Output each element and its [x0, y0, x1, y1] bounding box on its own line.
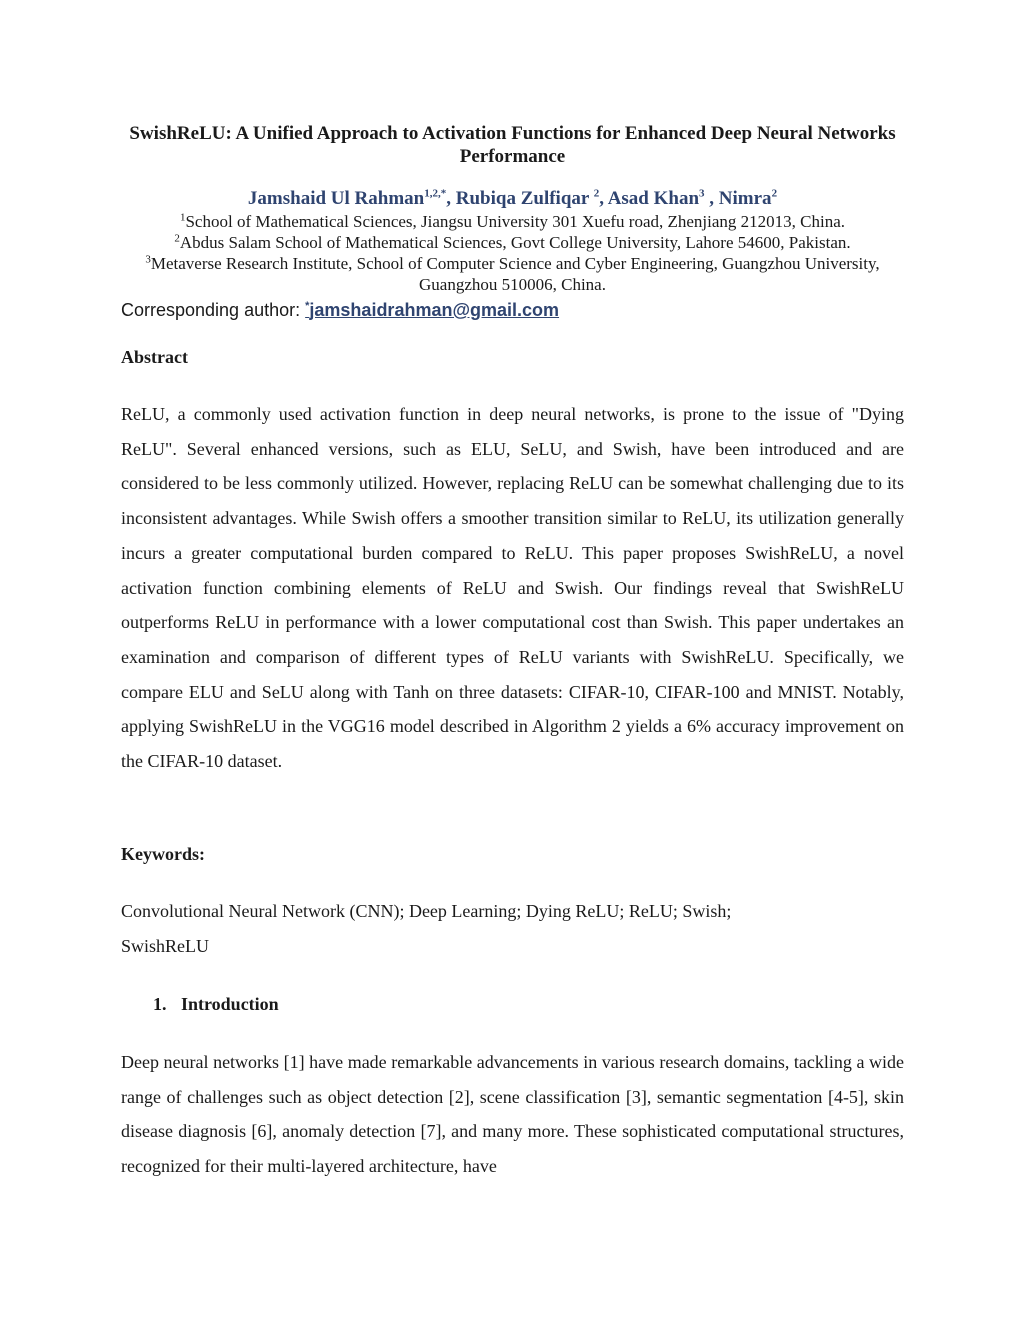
introduction-heading	[153, 992, 279, 1016]
corresponding-marker: *	[305, 300, 310, 312]
author-separator: ,	[704, 188, 719, 209]
affiliation-list	[121, 211, 904, 295]
affiliation-marker: 2	[174, 232, 180, 245]
author-affil-marker: 2	[771, 187, 778, 200]
affiliation-text: Metaverse Research Institute, School of Computer Science and Cyber Engineering, Guangzhou University, Guangzhou 510006, China.	[150, 254, 880, 294]
author-affil-marker: 3	[699, 187, 705, 200]
author-separator: ,	[446, 188, 456, 209]
affiliation-text: School of Mathematical Sciences, Jiangsu University 301 Xuefu road, Zhenjiang 212013, China.	[185, 212, 846, 231]
affiliation	[121, 253, 904, 295]
corresponding-author	[121, 298, 559, 322]
author-list	[121, 187, 904, 211]
affiliation	[121, 211, 904, 232]
section-title: Introduction	[181, 994, 279, 1014]
affiliation-marker: 3	[145, 253, 151, 266]
author-separator: ,	[599, 188, 608, 209]
abstract-text: ReLU, a commonly used activation function in deep neural networks, is prone to the issue of "Dying ReLU". Several enhanced versions, such as ELU, SeLU, and Swish, have been introduced and are considered to be less commonly utilized. However, replacing ReLU can be somewhat challenging due to its inconsistent advantages. While Swish offers a smoother transition similar to ReLU, its utilization generally incurs a greater computational burden compared to ReLU. This paper proposes SwishReLU, a novel activation function combining elements of ReLU and Swish. Our findings reveal that SwishReLU outperforms ReLU in performance with a lower computational cost than Swish. This paper undertakes an examination and comparison of different types of ReLU variants with SwishReLU. Specifically, we compare ELU and SeLU along with Tanh on three datasets: CIFAR-10, CIFAR-100 and MNIST. Notably, applying SwishReLU in the VGG16 model described in Algorithm 2 yields a 6% accuracy improvement on the CIFAR-10 dataset.	[121, 404, 904, 772]
affiliation	[121, 232, 904, 253]
author-affil-marker: 2	[593, 187, 600, 200]
author-affil-marker: 1,2,*	[424, 187, 447, 200]
introduction-text: Deep neural networks [1] have made remarkable advancements in various research domains, tackling a wide range of challenges such as object detection [2], scene classification [3], semantic segmentation [4-5], skin disease diagnosis [6], anomaly detection [7], and many more. These sophisticated computational structures, recognized for their multi-layered architecture, have	[121, 1052, 904, 1177]
author-name: Rubiqa Zulfiqar	[455, 188, 594, 209]
email-text: jamshaidrahman@gmail.com	[309, 300, 560, 320]
corresponding-label: Corresponding author:	[121, 300, 306, 320]
paper-title: SwishReLU: A Unified Approach to Activation Functions for Enhanced Deep Neural Networks Performance	[129, 123, 896, 167]
affiliation-marker: 1	[179, 211, 186, 224]
author-name: Jamshaid Ul Rahman	[247, 188, 425, 209]
keywords-text: Convolutional Neural Network (CNN); Deep Learning; Dying ReLU; ReLU; Swish; SwishReLU	[121, 901, 732, 956]
email-link[interactable]	[305, 300, 559, 320]
affiliation-text: Abdus Salam School of Mathematical Sciences, Govt College University, Lahore 54600, Pakistan.	[179, 233, 851, 252]
paper-page	[121, 0, 904, 1325]
section-number: 1.	[153, 994, 167, 1014]
author-name: Asad Khan	[607, 188, 700, 209]
author-name: Nimra	[718, 188, 772, 209]
keywords-heading: Keywords:	[121, 844, 205, 864]
abstract-heading: Abstract	[121, 347, 188, 367]
